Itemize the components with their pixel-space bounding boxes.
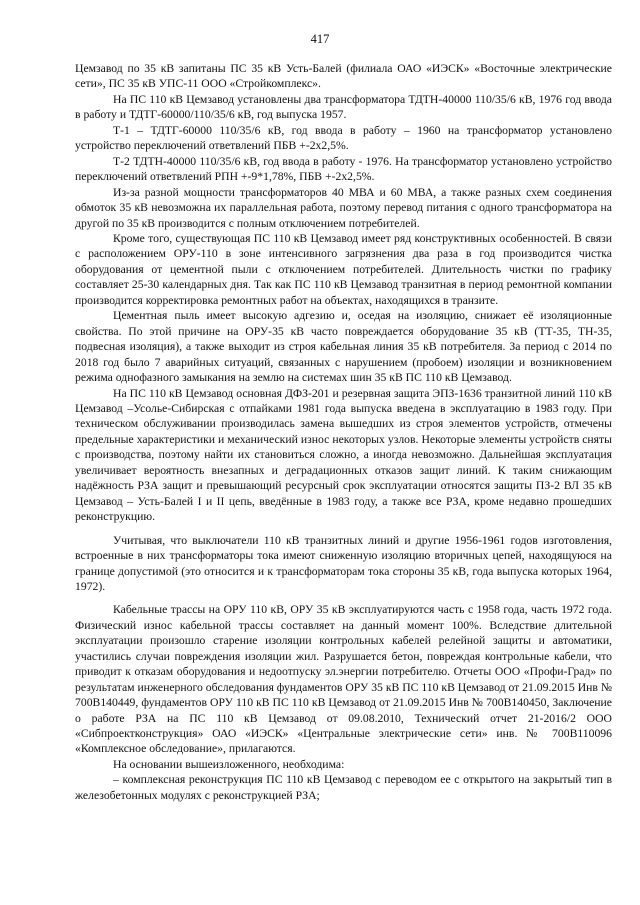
paragraph-6: Кроме того, существующая ПС 110 кВ Цемзавод имеет ряд конструктивных особенностей. В связи с расположением ОРУ-110 в зоне интенсивного загрязнения два раза в год производится чистка оборудования от цементной пыли с отключением потребителей. Длительность чистки по графику составляет 25-30 календарных дня. Так как ПС 110 кВ Цемзавод транзитная в период ремонтной компании производится корректировка ремонтных работ на объектах, находящихся в транзите. bbox=[75, 231, 612, 307]
page-number: 417 bbox=[310, 32, 330, 46]
paragraph-11: На основании вышеизложенного, необходима: bbox=[113, 757, 345, 771]
paragraph-9: Учитывая, что выключатели 110 кВ транзитных линий и другие 1956-1961 годов изготовления, встроенные в них трансформаторы тока имеют сниженную изоляцию вторичных цепей, находящуюся на границе допустимой (это относится и к трансформаторам тока стороны 35 кВ, года выпуска которых 1964, 1972). bbox=[75, 533, 612, 593]
body-text bbox=[75, 61, 612, 803]
paragraph-5: Из-за разной мощности трансформаторов 40 МВА и 60 МВА, а также разных схем соединения обмоток 35 кВ невозможна их параллельная работа, поэтому перевод питания с одного трансформатора на другой по 35 кВ производится с полным отключением потребителей. bbox=[75, 185, 612, 230]
paragraph-8: На ПС 110 кВ Цемзавод основная ДФЗ-201 и резервная защита ЭПЗ-1636 транзитной линий 110 кВ Цемзавод –Усолье-Сибирская с отпайками 1981 года выпуска введена в эксплуатацию в 1983 году. При техническом обслуживании производилась замена вышедших из строя элементов устройств, отмечены предельные характеристики и механический износ некоторых узлов. Некоторые элементы устройств сняты с производства, поэтому найти их становиться сложно, а иногда невозможно. Дальнейшая эксплуатация увеличивает вероятность внезапных и деградационных отказов защит линий. К таким снижающим надёжность РЗА защит и превышающий ресурсный срок эксплуатации относятся защиты ПЗ-2 ВЛ 35 кВ Цемзавод – Усть-Балей I и II цепь, введённые в 1983 году, а также все РЗА, кроме недавно прошедших реконструкцию. bbox=[75, 386, 612, 524]
paragraph-3: Т-1 – ТДТГ-60000 110/35/6 кВ, год ввода в работу – 1960 на трансформатор установлено устройство переключений ответвлений ПБВ +-2х2,5%. bbox=[75, 123, 612, 153]
paragraph-4: Т-2 ТДТН-40000 110/35/6 кВ, год ввода в работу - 1976. На трансформатор установлено устройство переключений ответвлений РПН +-9*1,78%, ПБВ +-2х2,5%. bbox=[75, 154, 612, 184]
paragraph-7: Цементная пыль имеет высокую адгезию и, оседая на изоляцию, снижает её изоляционные свойства. По этой причине на ОРУ-35 кВ часто повреждается оборудование 35 кВ (ТТ-35, ТН-35, подвесная изоляция), а также выходит из строя кабельная линия 35 кВ потребителя. За период с 2014 по 2018 год было 7 аварийных ситуаций, связанных с нарушением (пробоем) изоляции и возникновением режима однофазного замыкания на землю на системах шин 35 кВ ПС 110 кВ Цемзавод. bbox=[75, 309, 612, 385]
paragraph-1: Цемзавод по 35 кВ запитаны ПС 35 кВ Усть-Балей (филиала ОАО «ИЭСК» «Восточные электрические сети», ПС 35 кВ УПС-11 ООО «Стройкомплекс». bbox=[75, 62, 612, 91]
list-item-1: – комплексная реконструкция ПС 110 кВ Цемзавод с переводом ее с открытого на закрытый тип в железобетонных модулях с реконструкцией РЗА; bbox=[75, 773, 612, 802]
paragraph-10: Кабельные трассы на ОРУ 110 кВ, ОРУ 35 кВ эксплуатируются часть с 1958 года, часть 1972 года. Физический износ кабельной трассы составляет на данный момент 100%. Вследствие длительной эксплуатации произошло старение изоляции контрольных кабелей релейной защиты и автоматики, участились случаи повреждения изоляции жил. Разрушается бетон, повреждая контрольные кабели, что приводит к отказам оборудования и недоотпуску эл.энергии потребителю. Отчеты ООО «Профи-Град» по результатам инженерного обследования фундаментов ОРУ 35 кВ ПС 110 кВ Цемзавод от 21.09.2015 Инв № 700В140449, фундаментов ОРУ 110 кВ ПС 110 кВ Цемзавод от 21.09.2015 Инв № 700В140450, Заключение о работе РЗА на ПС 110 кВ Цемзавод от 09.08.2010, Технический отчет 21-2016/2 ООО «Сибпроектконструкция» ОАО «ИЭСК» «Центральные электрические сети» инв. № 700В110096 «Комплексное обследование», прилагаются. bbox=[75, 603, 612, 756]
paragraph-2: На ПС 110 кВ Цемзавод установлены два трансформатора ТДТН-40000 110/35/6 кВ, 1976 год ввода в работу и ТДТГ-60000/110/35/6 кВ, год выпуска 1957. bbox=[75, 92, 612, 122]
